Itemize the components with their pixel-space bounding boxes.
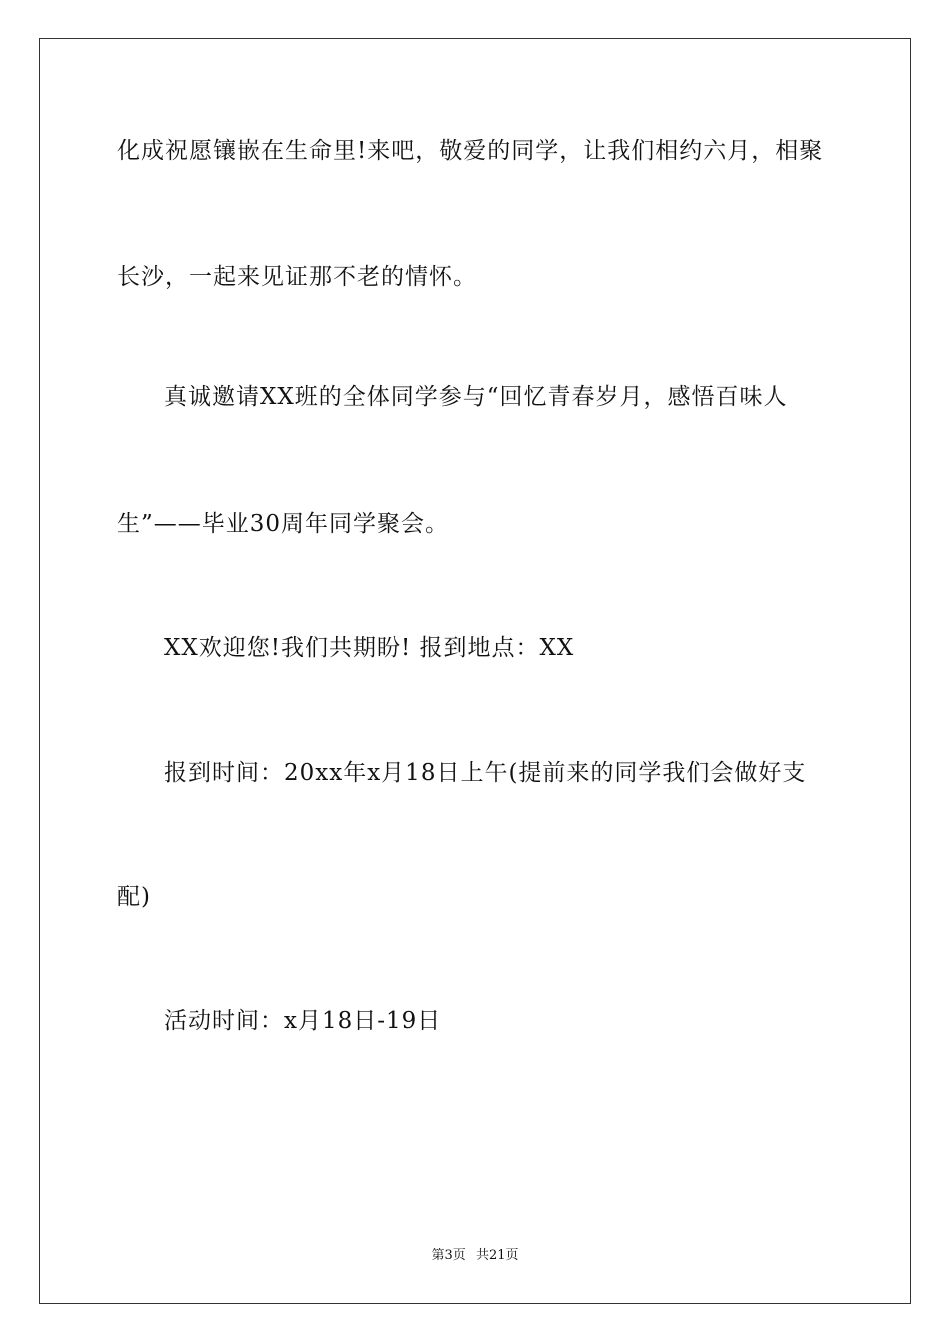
- body-text-line-8: 活动时间：x月18日-19日: [164, 1008, 442, 1034]
- body-text-line-2: 长沙，一起来见证那不老的情怀。: [117, 264, 477, 290]
- body-text-line-1: 化成祝愿镶嵌在生命里!来吧，敬爱的同学，让我们相约六月，相聚: [117, 138, 824, 164]
- body-text-line-3: 真诚邀请XX班的全体同学参与“回忆青春岁月，感悟百味人: [164, 384, 788, 410]
- body-text-line-4: 生”——毕业30周年同学聚会。: [117, 511, 450, 537]
- total-pages: 共21页: [475, 1248, 519, 1263]
- body-text-line-5: XX欢迎您!我们共期盼! 报到地点：XX: [164, 635, 575, 661]
- page-number: 第3页: [431, 1248, 466, 1263]
- body-text-line-7: 配): [117, 884, 151, 910]
- body-text-line-6: 报到时间：20xx年x月18日上午(提前来的同学我们会做好支: [164, 760, 807, 786]
- page-footer: [0, 1247, 950, 1265]
- page-frame: [39, 38, 911, 1304]
